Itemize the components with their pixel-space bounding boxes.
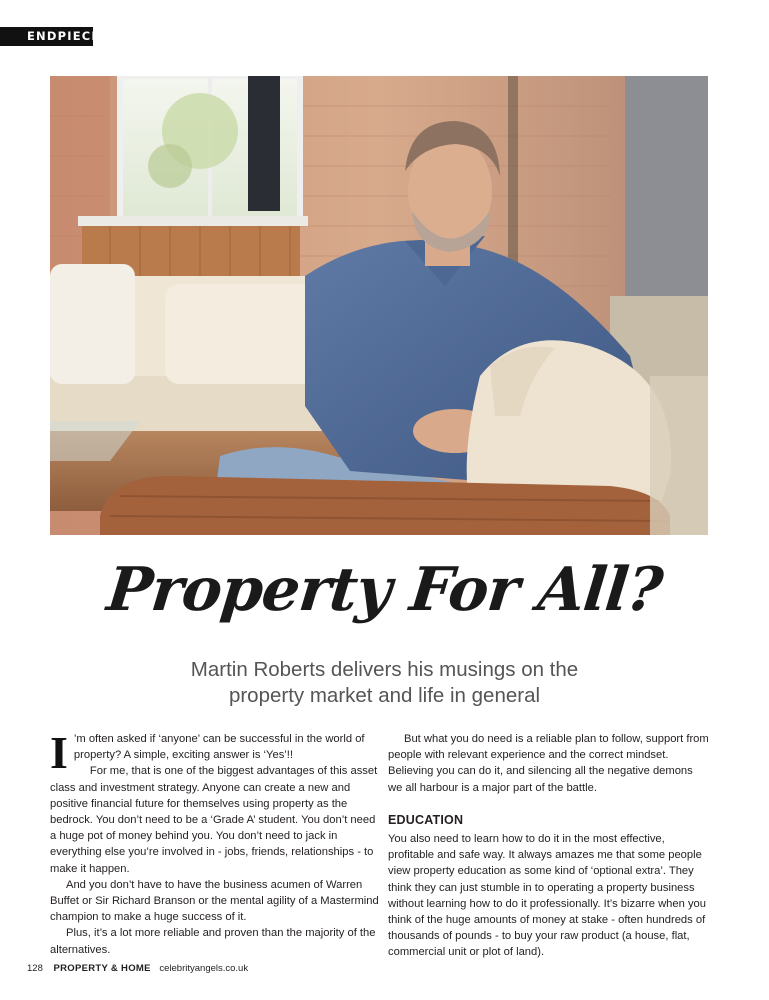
portrait-illustration (50, 76, 708, 535)
section-tag: ENDPIECE (0, 27, 93, 46)
paragraph (50, 727, 379, 778)
paragraph-text: ’m often asked if ‘anyone’ can be successful in the world of property? A simple, exciting answer is ‘Yes’!! (73, 733, 365, 762)
paragraph: But what you do need is a reliable plan to follow, support from people with relevant experience and the correct mindset. Believing you can do it, and silencing all the negative demons we all harbour is a major part of the battle. (388, 733, 709, 794)
page-number: 128 (27, 963, 43, 974)
body-column-left (50, 727, 379, 958)
body-column-right (388, 731, 710, 961)
drop-cap: I (50, 727, 68, 778)
standfirst-line-2: property market and life in general (228, 684, 541, 707)
standfirst-line-1: Martin Roberts delivers his musings on the (190, 658, 579, 681)
page-footer (27, 963, 248, 974)
hero-photo (50, 76, 708, 535)
website-link[interactable]: celebrityangels.co.uk (159, 963, 249, 974)
magazine-name: PROPERTY & HOME (53, 963, 151, 974)
paragraph: Plus, it’s a lot more reliable and proven than the majority of the alternatives. (50, 927, 376, 956)
paragraph: You also need to learn how to do it in the most effective, profitable and safe way. It always amazes me that some people view property education as some kind of ‘optional extra’. They think they can just stumble in to operating a property business without learning how to do it professionally. It’s bizarre when you think of the huge amounts of money at stake - often hundreds of thousands of pounds - to buy your raw product (a house, flat, commercial unit or plot of land). (388, 833, 706, 959)
paragraph: For me, that is one of the biggest advantages of this asset class and investment strategy. Anyone can create a new and positive financial future for themselves using property as the bedrock. You don’t need to be a ‘Grade A’ student. You don’t need a huge pot of money behind you. You don’t need to jack in everything else you’re involved in - jobs, friends, relationships - to make it happen. (50, 765, 378, 875)
standfirst (100, 657, 669, 709)
paragraph: And you don’t have to have the business acumen of Warren Buffet or Sir Richard Branson or the mental agility of a Mastermind champion to make a huge success of it. (50, 878, 379, 924)
section-heading: EDUCATION (388, 812, 464, 827)
headline: Property For All? (103, 555, 666, 625)
